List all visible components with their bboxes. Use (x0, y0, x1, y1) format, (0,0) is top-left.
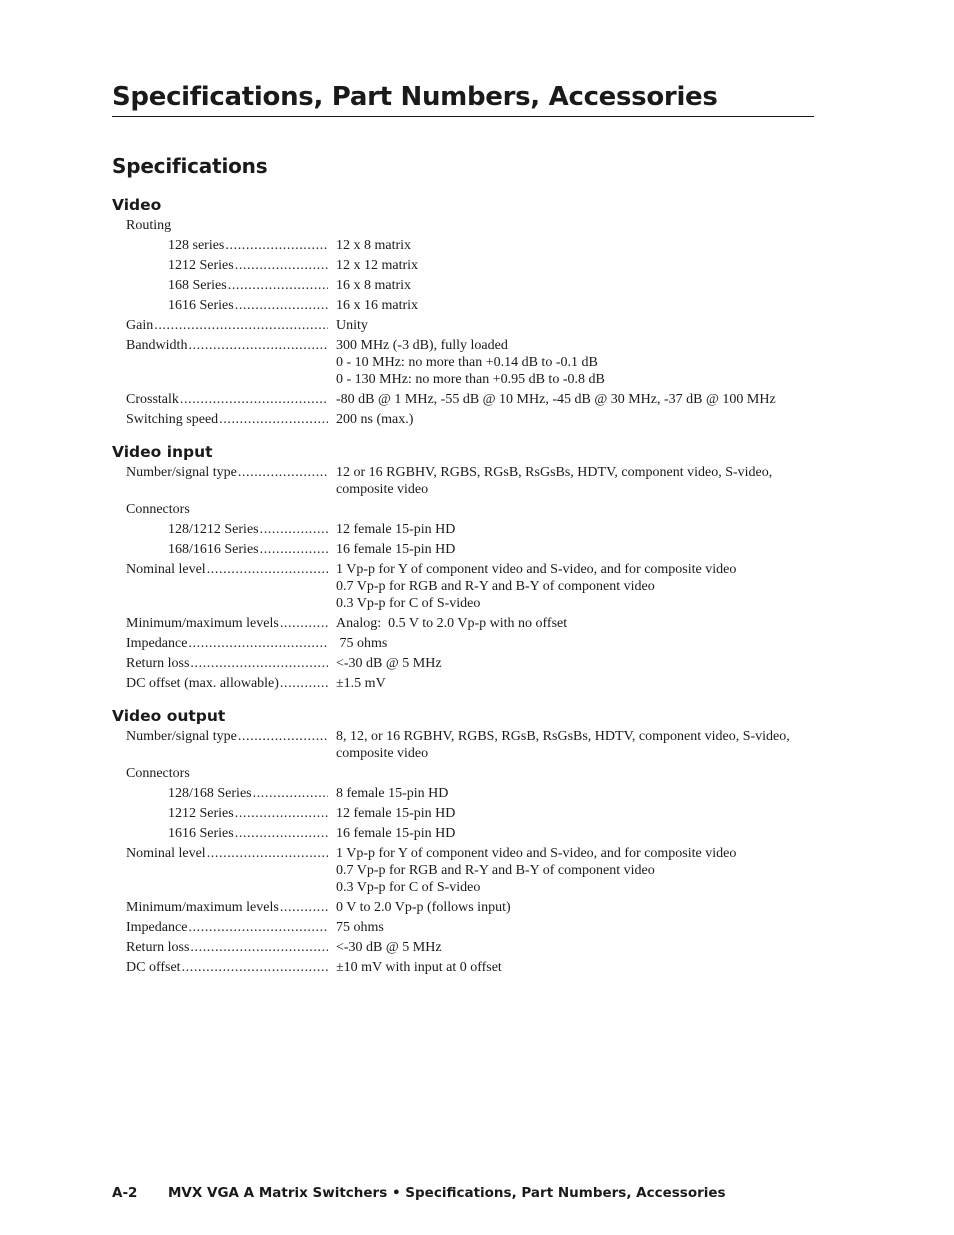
spec-value: 0 V to 2.0 Vp-p (follows input) (336, 900, 511, 915)
spec-label: 1616 Series (168, 826, 234, 841)
spec-value: 200 ns (max.) (336, 412, 414, 427)
spec-row (112, 561, 822, 612)
video-output-heading: Video output (112, 707, 226, 725)
spec-row (112, 317, 822, 334)
spec-value: 75 ohms (336, 636, 388, 651)
spec-value: 1 Vp-p for Y of component video and S-video, and for composite video (336, 562, 737, 577)
spec-label: Minimum/maximum levels (126, 616, 279, 631)
spec-row (112, 615, 822, 632)
spec-value: 0.3 Vp-p for C of S-video (336, 596, 481, 611)
spec-value: 16 x 16 matrix (336, 298, 419, 313)
spec-value: ±1.5 mV (336, 676, 386, 691)
spec-row (112, 277, 822, 294)
spec-row (112, 675, 822, 692)
spec-value: 8, 12, or 16 RGBHV, RGBS, RGsB, RsGsBs, HDTV, component video, S-video, composite video (336, 729, 790, 761)
spec-row (112, 541, 822, 558)
spec-row (112, 899, 822, 916)
spec-row (112, 785, 822, 802)
spec-row (112, 217, 822, 234)
section-title: Specifications (112, 154, 268, 178)
video-input-heading: Video input (112, 443, 213, 461)
spec-value: 0.7 Vp-p for RGB and R-Y and B-Y of component video (336, 863, 655, 878)
spec-value: 1 Vp-p for Y of component video and S-video, and for composite video (336, 846, 737, 861)
spec-row (112, 655, 822, 672)
spec-row (112, 765, 822, 782)
spec-row (112, 959, 822, 976)
spec-label: Gain (126, 318, 154, 333)
video-spec-group (112, 195, 822, 431)
spec-label: Impedance (126, 920, 188, 935)
spec-row (112, 845, 822, 896)
spec-row (112, 919, 822, 936)
spec-value: 12 x 12 matrix (336, 258, 419, 273)
spec-label: 128 series (168, 238, 225, 253)
connectors-label: Connectors (126, 502, 190, 517)
page-footer (112, 1184, 726, 1202)
spec-row (112, 337, 822, 388)
chapter-title: Specifications, Part Numbers, Accessories (112, 78, 814, 117)
video-input-spec-group (112, 442, 822, 695)
spec-row (112, 521, 822, 538)
spec-label: Bandwidth (126, 338, 188, 353)
connectors-label: Connectors (126, 766, 190, 781)
spec-label: Crosstalk (126, 392, 179, 407)
spec-label: Minimum/maximum levels (126, 900, 279, 915)
spec-row (112, 464, 822, 498)
spec-label: 168 Series (168, 278, 227, 293)
spec-label: Number/signal type (126, 465, 237, 480)
spec-value: 0.7 Vp-p for RGB and R-Y and B-Y of component video (336, 579, 655, 594)
spec-label: 128/168 Series (168, 786, 252, 801)
spec-label: 168/1616 Series (168, 542, 259, 557)
spec-value: 12 female 15-pin HD (336, 522, 456, 537)
spec-value: 75 ohms (336, 920, 384, 935)
spec-value: ±10 mV with input at 0 offset (336, 960, 502, 975)
footer-title: MVX VGA A Matrix Switchers • Specifications, Part Numbers, Accessories (168, 1185, 726, 1201)
spec-label: Return loss (126, 940, 190, 955)
spec-label: Nominal level (126, 562, 206, 577)
spec-label: DC offset (126, 960, 181, 975)
spec-value: 12 x 8 matrix (336, 238, 412, 253)
spec-label: Impedance (126, 636, 188, 651)
spec-label: Nominal level (126, 846, 206, 861)
spec-value: Unity (336, 318, 368, 333)
spec-value: 8 female 15-pin HD (336, 786, 449, 801)
spec-row (112, 805, 822, 822)
spec-row (112, 939, 822, 956)
spec-row (112, 411, 822, 428)
spec-label: Return loss (126, 656, 190, 671)
spec-label: 1212 Series (168, 806, 234, 821)
spec-value: 16 female 15-pin HD (336, 826, 456, 841)
spec-value: Analog: 0.5 V to 2.0 Vp-p with no offset (336, 616, 568, 631)
spec-value: 12 female 15-pin HD (336, 806, 456, 821)
spec-label: 128/1212 Series (168, 522, 259, 537)
page-number: A-2 (112, 1185, 138, 1201)
spec-value: 16 female 15-pin HD (336, 542, 456, 557)
routing-label: Routing (126, 218, 172, 233)
spec-row (112, 257, 822, 274)
spec-row (112, 728, 822, 762)
spec-value: -80 dB @ 1 MHz, -55 dB @ 10 MHz, -45 dB @ 30 MHz, -37 dB @ 100 MHz (336, 392, 776, 407)
spec-row (112, 825, 822, 842)
spec-row (112, 391, 822, 408)
spec-label: Number/signal type (126, 729, 237, 744)
spec-value: 16 x 8 matrix (336, 278, 412, 293)
video-output-spec-group (112, 706, 822, 979)
spec-label: 1616 Series (168, 298, 234, 313)
video-heading: Video (112, 196, 162, 214)
spec-label: DC offset (max. allowable) (126, 676, 279, 691)
spec-value: 0.3 Vp-p for C of S-video (336, 880, 481, 895)
spec-value: <-30 dB @ 5 MHz (336, 940, 442, 955)
spec-value: 0 - 10 MHz: no more than +0.14 dB to -0.1 dB (336, 355, 598, 370)
spec-value: <-30 dB @ 5 MHz (336, 656, 442, 671)
spec-label: Switching speed (126, 412, 219, 427)
spec-row (112, 237, 822, 254)
spec-value: 300 MHz (-3 dB), fully loaded (336, 338, 508, 353)
spec-value: 0 - 130 MHz: no more than +0.95 dB to -0.8 dB (336, 372, 605, 387)
spec-row (112, 501, 822, 518)
spec-value: 12 or 16 RGBHV, RGBS, RGsB, RsGsBs, HDTV, component video, S-video, composite video (336, 465, 773, 497)
spec-row (112, 635, 822, 652)
spec-row (112, 297, 822, 314)
spec-label: 1212 Series (168, 258, 234, 273)
